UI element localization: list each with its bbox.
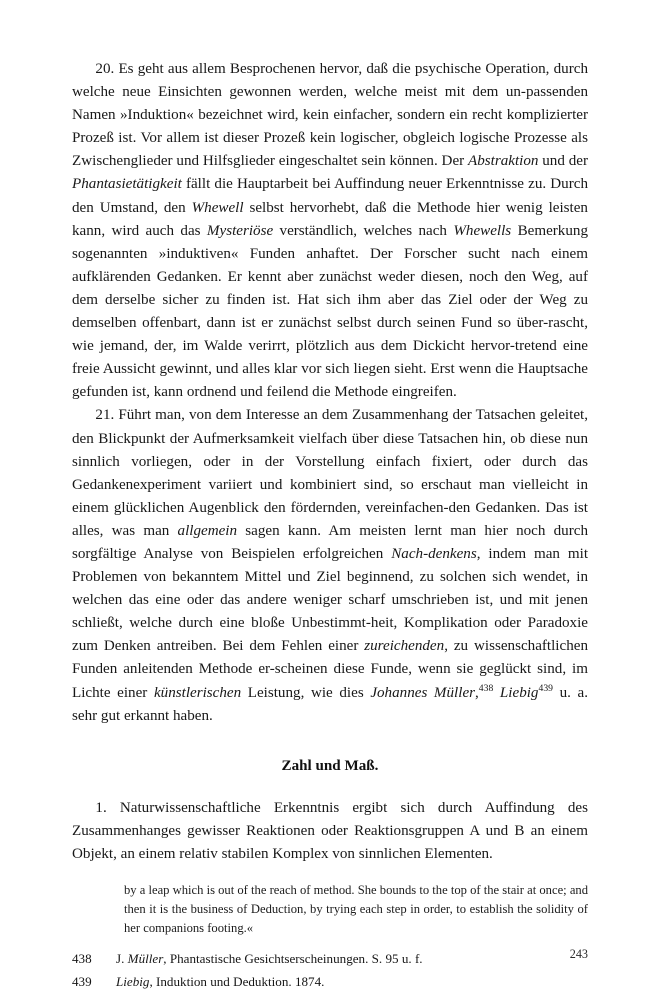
- emphasis-term: Whewell: [191, 199, 244, 216]
- footnote-438: [72, 948, 588, 971]
- text-run: Leistung, wie dies: [241, 684, 371, 701]
- blockquote-english: by a leap which is out of the reach of method. She bounds to the top of the stair at once; and then it is the business of Deduction, by trying each step in order, to establish the solidity of her companions footing.«: [124, 883, 588, 936]
- footnote-marker: 439: [538, 682, 553, 694]
- emphasis-term: zureichenden: [364, 638, 445, 655]
- footnote-439: [72, 971, 588, 990]
- heading-spacer-bottom: [72, 778, 588, 797]
- section-heading: Zahl und Maß.: [281, 757, 379, 774]
- emphasis-term: Whewells: [453, 222, 512, 239]
- emphasis-term: allgemein: [177, 522, 238, 539]
- text-run: verständlich, welches nach: [273, 222, 454, 239]
- footnote-marker: 438: [478, 682, 494, 694]
- emphasis-term: künstlerischen: [153, 684, 242, 701]
- emphasis-term: Abstraktion: [468, 153, 539, 170]
- paragraph-20: [72, 58, 588, 404]
- page-content: [72, 58, 588, 990]
- emphasis-term: Mysteriöse: [206, 222, 274, 239]
- emphasis-term: Liebig: [499, 684, 539, 701]
- text-run: Bemerkung sogenannten »induktiven« Funden anhaftet. Der Forscher sucht nach einem aufklärenden Gedanken. Er kennt aber zunächst weder diesen, noch den Weg, auf dem derselbe sicher zu finden ist. Hat sich ihm aber das Ziel oder der Weg zu demselben offenbart, dann ist er zunächst selbst durch seinen Fund so über-rascht, wie jemand, der, im Walde verirrt, plötzlich aus dem Dickicht hervor-tretend eine freie Aussicht gewinnt, und alles klar vor sich liegen sieht. Erst wenn die Hauptsache gefunden ist, kann ordnend und feilend die Methode eingreifen.: [72, 222, 588, 401]
- text-run: sagen kann. Am meisten lernt man hier noch durch sorgfältige Analyse von Beispielen erfolgreichen: [72, 522, 589, 562]
- footnote-author: Müller: [127, 951, 164, 967]
- footnote-number: 438: [72, 951, 92, 967]
- text-run: 21. Führt man, von dem Interesse an dem Zusammenhang der Tatsachen geleitet, den Blickpunkt der Aufmerksamkeit vielfach über diese Tatsachen hin, ob diese nun sinnlich vorliegen, oder in der Vorstellung einfach fixiert, oder durch das Gedankenexperiment variiert und kombiniert sind, so erschaut man vielleicht in einem glücklichen Augenblick den fördernden, vereinfachen-den Gedanken. Das ist alles, was man: [72, 407, 588, 539]
- text-run: ,: [475, 684, 479, 701]
- text-run: u. a. sehr gut erkannt haben.: [72, 684, 588, 724]
- footnotes-section: [72, 948, 588, 990]
- footnote-author: Liebig: [116, 973, 150, 989]
- text-run: selbst hervorhebt, daß die Methode hier wenig leisten kann, wird auch das: [72, 199, 588, 239]
- text-run: fällt die Hauptarbeit bei Auffindung neuer Erkenntnisse zu. Durch den Umstand, den: [72, 176, 588, 216]
- page-number: 243: [569, 947, 588, 961]
- heading-spacer-top: [72, 728, 588, 755]
- paragraph-21: [72, 404, 588, 727]
- footnote-prefix: J.: [116, 951, 128, 967]
- quote-spacer-top: [72, 866, 588, 881]
- text-run: [493, 685, 500, 701]
- footnote-text: [116, 948, 588, 971]
- text-run: , indem man mit Problemen von bekanntem Mittel und Ziel beginnend, zu solchen sich wendet, in welchen das eine oder das andere weniger scharf umschrieben ist, und mit jenen schließt, welche durch eine bloße Unbestimmt-heit, Komplikation oder Paradoxie zum Denken antreiben. Bei dem Fehlen einer: [72, 545, 589, 655]
- paragraph-1: 1. Naturwissenschaftliche Erkenntnis ergibt sich durch Auffindung des Zusammenhanges gewisser Reaktionen oder Reaktionsgruppen A und B an einem Objekt, an einem relativ stabilen Komplex von sinnlichen Elementen.: [72, 799, 588, 862]
- footnote-suffix: , Phantastische Gesichtserscheinungen. S. 95 u. f.: [163, 951, 423, 967]
- footnote-suffix: , Induktion und Deduktion. 1874.: [149, 973, 325, 989]
- text-run: 20. Es geht aus allem Besprochenen hervor, daß die psychische Operation, durch welche neue Einsichten gewonnen werden, welche meist mit dem un-passenden Namen »Induktion« bezeichnet wird, kein einfacher, sondern ein recht komplizierter Prozeß ist. Vor allem ist dieser Prozeß kein logischer, obgleich logische Prozesse als Zwischenglieder und Hilfsglieder eingeschaltet sein können. Der: [72, 61, 588, 170]
- footnote-number: 439: [72, 973, 92, 989]
- text-run: und der: [538, 153, 588, 170]
- emphasis-term: Johannes Müller: [370, 684, 476, 701]
- text-run: , zu wissenschaftlichen Funden anleitenden Methode er-scheinen diese Funde, wenn sie geglückt sind, im Lichte einer: [72, 638, 588, 701]
- emphasis-term: Nach-denkens: [391, 545, 477, 562]
- footnote-text: [116, 971, 588, 990]
- emphasis-term: Phantasietätigkeit: [72, 176, 182, 193]
